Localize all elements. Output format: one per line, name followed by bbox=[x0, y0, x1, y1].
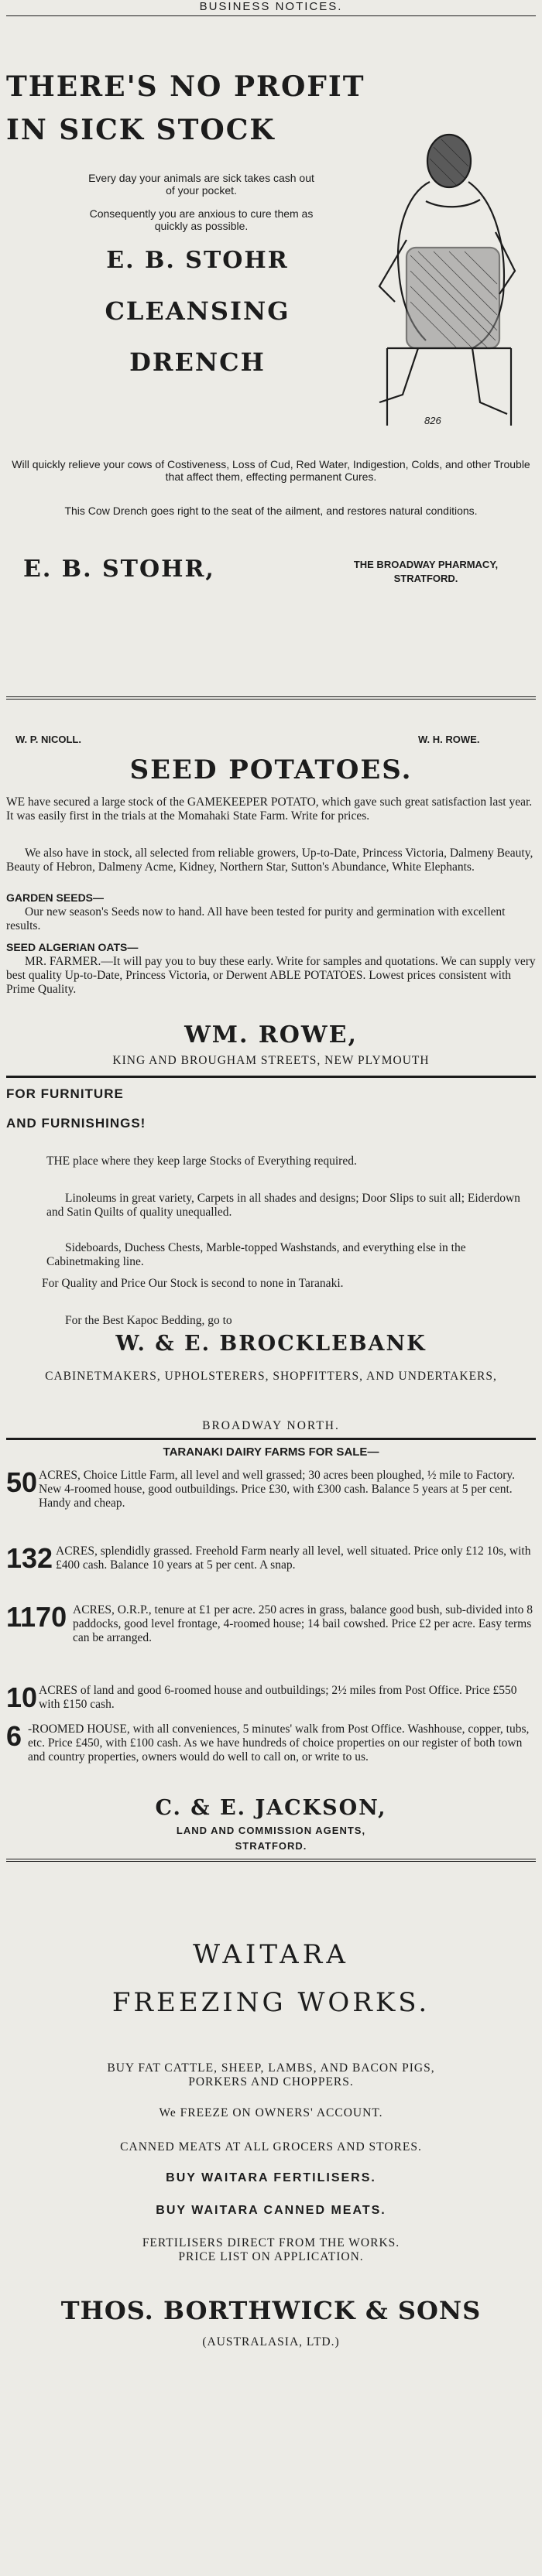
stohr-intro-1: Every day your animals are sick takes cash out of your pocket. bbox=[88, 172, 314, 197]
waitara-line-5: BUY WAITARA CANNED MEATS. bbox=[156, 2204, 386, 2217]
listing-row bbox=[6, 1542, 536, 1574]
rowe-para-1: WE have secured a large stock of the GAMEKEEPER POTATO, which gave such great satisfaction last year. It was easily first in the trials at the Momahaki State Farm. Write for prices. bbox=[6, 795, 533, 823]
listing-number: 6 bbox=[6, 1720, 22, 1752]
brocklebank-heading-2: AND FURNISHINGS! bbox=[6, 1116, 146, 1131]
listing-text: ACRES of land and good 6-roomed house and outbuildings; 2½ miles from Post Office. Price £550 with £150 cash. bbox=[39, 1684, 517, 1711]
listing-row bbox=[6, 1722, 536, 1764]
stohr-signature: E. B. STOHR, bbox=[23, 556, 215, 583]
divider bbox=[6, 1076, 536, 1078]
listing-text: ACRES, O.R.P., tenure at £1 per acre. 250 acres in grass, balance good bush, sub-divided into 8 paddocks, good level frontage, 4-roomed house; 14 bail cowshed. Price £2 per acre. Easy terms can be arranged. bbox=[73, 1603, 533, 1644]
brocklebank-para-4: For Quality and Price Our Stock is second to none in Taranaki. bbox=[42, 1277, 344, 1290]
jackson-agents: LAND AND COMMISSION AGENTS, bbox=[176, 1825, 366, 1836]
listing-text: ACRES, Choice Little Farm, all level and well grassed; 30 acres been ploughed, ½ mile to Factory. New 4-roomed house, good outbuildings. Price £30, with £300 cash. Balance 5 years at 5 per cent. Handy and cheap. bbox=[39, 1469, 515, 1510]
jackson-signature: C. & E. JACKSON, bbox=[155, 1796, 387, 1820]
listing-row bbox=[6, 1681, 536, 1713]
listing-number: 1170 bbox=[6, 1601, 67, 1633]
listing-row bbox=[6, 1466, 536, 1510]
section-title: BUSINESS NOTICES. bbox=[199, 0, 343, 13]
brocklebank-para-3: Sideboards, Duchess Chests, Marble-topped Washstands, and everything else in the Cabinetmaking line. bbox=[46, 1241, 466, 1268]
rowe-name-left: W. P. NICOLL. bbox=[15, 734, 81, 745]
rowe-garden-heading: GARDEN SEEDS— bbox=[6, 891, 105, 904]
waitara-title-2: FREEZING WORKS. bbox=[111, 1987, 431, 2018]
brocklebank-para-2: Linoleums in great variety, Carpets in all shades and designs; Door Slips to suit all; Eiderdown and Satin Quilts of quality unequalled. bbox=[46, 1192, 520, 1219]
stohr-brand-2: CLEANSING bbox=[105, 296, 290, 326]
waitara-line-6: FERTILISERS DIRECT FROM THE WORKS. PRICE LIST ON APPLICATION. bbox=[142, 2236, 400, 2263]
rowe-algerian-text: MR. FARMER.—It will pay you to buy these early. Write for samples and quotations. We can supply very best quality Up-to-Date, Princess Victoria, or Derwent ABLE POTATOES. Lowest prices consistent with Prime Quality. bbox=[6, 955, 536, 996]
rowe-name-right: W. H. ROWE. bbox=[418, 734, 480, 745]
waitara-title-1: WAITARA bbox=[193, 1939, 349, 1970]
seated-figure-illustration-icon bbox=[333, 116, 527, 441]
divider bbox=[6, 1859, 536, 1862]
divider bbox=[6, 1438, 536, 1440]
rowe-algerian-heading: SEED ALGERIAN OATS— bbox=[6, 941, 139, 953]
divider bbox=[6, 696, 536, 700]
stohr-description-2: This Cow Drench goes right to the seat of the ailment, and restores natural conditions. bbox=[64, 505, 478, 517]
divider bbox=[6, 15, 536, 16]
listing-text: ACRES, splendidly grassed. Freehold Farm nearly all level, well situated. Price only £12 10s, with £400 cash. Balance 10 years at 5 per cent. A snap. bbox=[56, 1545, 531, 1572]
listing-number: 132 bbox=[6, 1542, 53, 1574]
listing-text: -ROOMED HOUSE, with all conveniences, 5 minutes' walk from Post Office. Washhouse, copper, tubs, etc. Price £450, with £100 cash. As we have hundreds of choice properties on our register of both town and country properties, owners would do well to call on, or write to us. bbox=[28, 1722, 530, 1764]
stohr-intro-2: Consequently you are anxious to cure them as quickly as possible. bbox=[89, 207, 314, 232]
rowe-para-2: We also have in stock, all selected from reliable growers, Up-to-Date, Princess Victoria, Dalmeny Beauty, Beauty of Hebron, Dalmeny Acme, Kidney, Northern Star, Sutton's Abundance, White Elephants. bbox=[6, 847, 533, 874]
brocklebank-signature: W. & E. BROCKLEBANK bbox=[115, 1332, 427, 1356]
stohr-description-1: Will quickly relieve your cows of Costiveness, Loss of Cud, Red Water, Indigestion, Colds, and other Trouble that affect them, effecting permanent Cures. bbox=[12, 458, 530, 483]
illustration-code: 826 bbox=[424, 415, 441, 426]
rowe-address: KING AND BROUGHAM STREETS, NEW PLYMOUTH bbox=[112, 1054, 430, 1067]
stohr-headline-2: IN SICK STOCK bbox=[6, 114, 276, 146]
brocklebank-para-5: For the Best Kapoc Bedding, go to bbox=[65, 1314, 232, 1327]
stohr-headline-1: THERE'S NO PROFIT bbox=[6, 70, 365, 103]
jackson-town: STRATFORD. bbox=[235, 1840, 307, 1852]
waitara-line-2: We FREEZE ON OWNERS' ACCOUNT. bbox=[159, 2106, 383, 2119]
stohr-brand-1: E. B. STOHR bbox=[106, 247, 289, 274]
stohr-pharmacy-town: STRATFORD. bbox=[393, 573, 458, 584]
brocklebank-heading-1: FOR FURNITURE bbox=[6, 1086, 124, 1101]
listing-number: 50 bbox=[6, 1466, 38, 1498]
waitara-line-1: BUY FAT CATTLE, SHEEP, LAMBS, AND BACON PIGS, PORKERS AND CHOPPERS. bbox=[107, 2061, 435, 2089]
rowe-signature: WM. ROWE, bbox=[184, 1021, 358, 1049]
waitara-signature: THOS. BORTHWICK & SONS bbox=[60, 2296, 482, 2325]
jackson-heading: TARANAKI DAIRY FARMS FOR SALE— bbox=[163, 1445, 379, 1459]
listing-number: 10 bbox=[6, 1681, 38, 1713]
brocklebank-address: BROADWAY NORTH. bbox=[202, 1419, 340, 1432]
stohr-brand-3: DRENCH bbox=[129, 347, 266, 377]
brocklebank-para-1: THE place where they keep large Stocks of Everything required. bbox=[46, 1155, 357, 1168]
waitara-line-4: BUY WAITARA FERTILISERS. bbox=[166, 2171, 376, 2184]
rowe-garden-text: Our new season's Seeds now to hand. All have been tested for purity and germination with excellent results. bbox=[6, 905, 506, 932]
listing-row bbox=[6, 1603, 536, 1645]
rowe-title: SEED POTATOES. bbox=[129, 754, 413, 785]
waitara-sub: (AUSTRALASIA, LTD.) bbox=[202, 2335, 340, 2349]
stohr-pharmacy-name: THE BROADWAY PHARMACY, bbox=[353, 559, 499, 570]
brocklebank-trades: CABINETMAKERS, UPHOLSTERERS, SHOPFITTERS, AND UNDERTAKERS, bbox=[45, 1370, 497, 1383]
waitara-line-3: CANNED MEATS AT ALL GROCERS AND STORES. bbox=[120, 2140, 422, 2154]
